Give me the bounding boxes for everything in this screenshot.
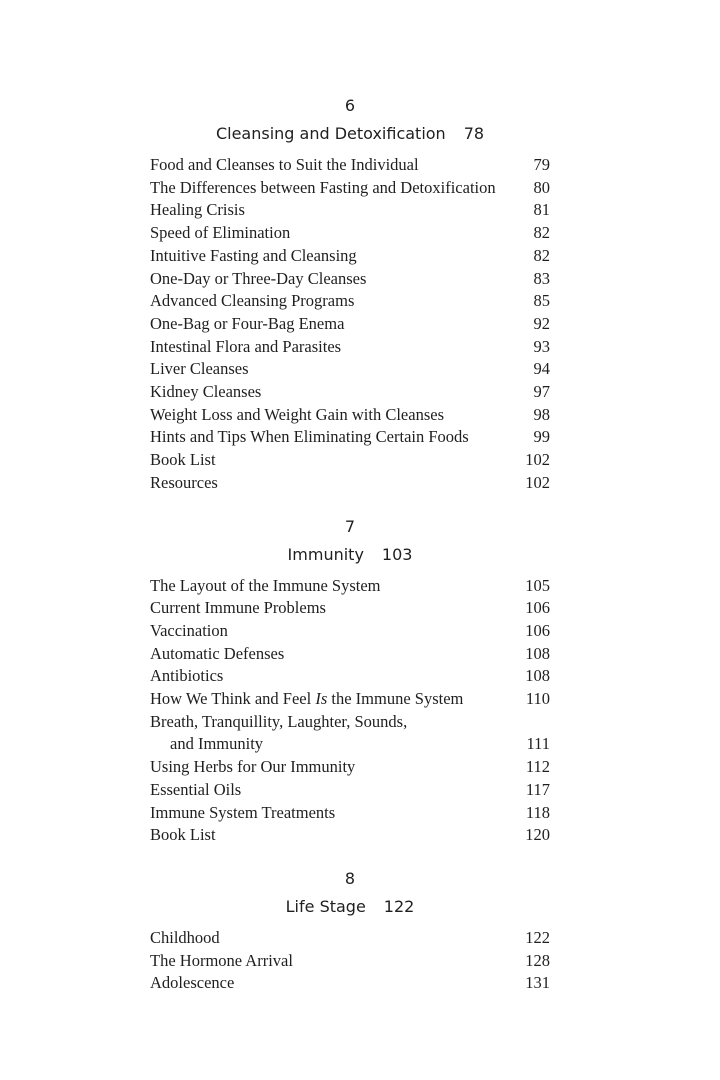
toc-entry-title: Kidney Cleanses — [150, 382, 262, 402]
toc-entry-title: Using Herbs for Our Immunity — [150, 757, 356, 777]
toc-entry — [150, 597, 550, 620]
toc-entry-page: 108 — [525, 666, 550, 686]
toc-entry — [150, 222, 550, 245]
toc-entry-page: 118 — [525, 802, 550, 822]
chapter-title — [150, 124, 550, 144]
toc-entry-page: 83 — [533, 268, 550, 288]
toc-entry-title: Book List — [150, 450, 216, 470]
chapter-number: 6 — [344, 96, 356, 115]
toc-entry-page: 82 — [533, 245, 550, 265]
toc-entry — [150, 824, 550, 847]
toc-entry-page: 112 — [525, 757, 550, 777]
toc-entry — [150, 336, 550, 359]
toc-entry-page: 82 — [533, 223, 550, 243]
toc-entry-title — [150, 688, 520, 711]
chapter-page-number: 122 — [383, 896, 415, 916]
toc-entry-title: The Layout of the Immune System — [150, 575, 381, 595]
toc-entry — [150, 711, 550, 756]
toc-entry — [150, 177, 550, 200]
table-of-contents — [150, 96, 550, 1017]
toc-entry — [150, 575, 550, 598]
toc-entry-page: 110 — [525, 689, 550, 709]
toc-entry — [150, 268, 550, 291]
toc-entry — [150, 245, 550, 268]
toc-entry-title: The Hormone Arrival — [150, 950, 293, 970]
toc-entry-page: 106 — [525, 620, 550, 640]
toc-entry-page: 102 — [525, 450, 550, 470]
toc-entry — [150, 620, 550, 643]
chapter-number: 8 — [344, 868, 356, 888]
toc-entry-page: 111 — [526, 734, 550, 754]
toc-entry-page: 108 — [525, 643, 550, 663]
toc-entry-title: Automatic Defenses — [150, 643, 285, 663]
toc-entry-title: Liver Cleanses — [150, 359, 249, 379]
toc-entry-title-part: How We Think and Feel — [150, 689, 316, 709]
toc-entry — [150, 199, 550, 222]
chapter-6 — [150, 96, 550, 495]
toc-entry-page: 122 — [525, 927, 550, 947]
toc-entry-page: 105 — [525, 575, 550, 595]
toc-entry — [150, 154, 550, 177]
toc-entry-title: One-Bag or Four-Bag Enema — [150, 313, 345, 333]
toc-entry — [150, 927, 550, 950]
toc-entry-page: 99 — [533, 427, 550, 447]
toc-entry-title: Resources — [150, 472, 218, 492]
toc-entry-title-line1: Breath, Tranquillity, Laughter, Sounds, — [150, 711, 408, 731]
toc-entry-page: 131 — [525, 973, 550, 993]
toc-entry-title: Food and Cleanses to Suit the Individual — [150, 155, 419, 174]
toc-entry — [150, 950, 550, 973]
toc-entry — [150, 665, 550, 688]
chapter-7 — [150, 517, 550, 847]
toc-entry-title: One-Day or Three-Day Cleanses — [150, 268, 367, 288]
toc-entry — [150, 358, 550, 381]
toc-entry-page: 128 — [525, 950, 550, 970]
toc-entry — [150, 802, 550, 825]
toc-entry-title: The Differences between Fasting and Detoxification — [150, 177, 496, 197]
toc-entry-page: 97 — [533, 382, 550, 402]
toc-entry — [150, 381, 550, 404]
toc-entry-title: Weight Loss and Weight Gain with Cleanses — [150, 404, 444, 424]
toc-entry-title-part: the Immune System — [327, 689, 464, 709]
toc-entry-page: 92 — [533, 313, 550, 333]
toc-entry — [150, 779, 550, 802]
toc-entry — [150, 688, 550, 711]
toc-entry — [150, 643, 550, 666]
toc-entry — [150, 290, 550, 313]
toc-entry — [150, 404, 550, 427]
chapter-8 — [150, 869, 550, 995]
chapter-title — [150, 897, 550, 917]
toc-entry-title: Advanced Cleansing Programs — [150, 291, 355, 311]
toc-entry-title: Book List — [150, 825, 216, 845]
toc-entry-title: Antibiotics — [150, 666, 224, 686]
chapter-page-number: 78 — [463, 124, 485, 143]
toc-entry-title: Essential Oils — [150, 779, 242, 799]
toc-entry-page: 117 — [525, 779, 550, 799]
toc-entry — [150, 472, 550, 495]
toc-entry — [150, 426, 550, 449]
toc-entry-page: 79 — [533, 155, 550, 174]
toc-entry-title: Immune System Treatments — [150, 802, 336, 822]
toc-entry-title: Speed of Elimination — [150, 223, 291, 243]
toc-entry-page: 81 — [533, 200, 550, 220]
chapter-title — [150, 545, 550, 565]
toc-entry-title-emphasis: Is — [315, 689, 328, 709]
chapter-number: 7 — [344, 516, 356, 536]
toc-entry-title: Adolescence — [150, 973, 235, 993]
toc-entry-page: 93 — [533, 336, 550, 356]
chapter-page-number: 103 — [381, 544, 413, 564]
chapter-title-text: Immunity — [287, 544, 364, 564]
toc-entry-page: 98 — [533, 404, 550, 424]
toc-entry-title: Childhood — [150, 927, 220, 947]
toc-entry-title: Vaccination — [150, 620, 228, 640]
chapter-title-text: Cleansing and Detoxification — [215, 124, 446, 143]
toc-entry-title-line2: and Immunity — [170, 734, 264, 754]
toc-entry-title: Intestinal Flora and Parasites — [150, 336, 342, 356]
chapter-title-text: Life Stage — [285, 896, 366, 916]
toc-entry — [150, 449, 550, 472]
toc-entry-page: 94 — [533, 359, 550, 379]
toc-entry — [150, 972, 550, 995]
toc-entry — [150, 756, 550, 779]
toc-entry-page: 85 — [533, 291, 550, 311]
toc-entry-page: 102 — [525, 472, 550, 492]
toc-entry-title-line2-row — [150, 733, 550, 756]
toc-entry-title: Hints and Tips When Eliminating Certain Foods — [150, 427, 469, 447]
toc-entry-page: 120 — [525, 825, 550, 845]
toc-entry — [150, 313, 550, 336]
toc-entry-title: Healing Crisis — [150, 200, 245, 220]
toc-entry-title: Intuitive Fasting and Cleansing — [150, 245, 357, 265]
toc-entry-page: 106 — [525, 598, 550, 618]
toc-entry-title: Current Immune Problems — [150, 598, 326, 618]
toc-entry-page: 80 — [533, 177, 550, 197]
